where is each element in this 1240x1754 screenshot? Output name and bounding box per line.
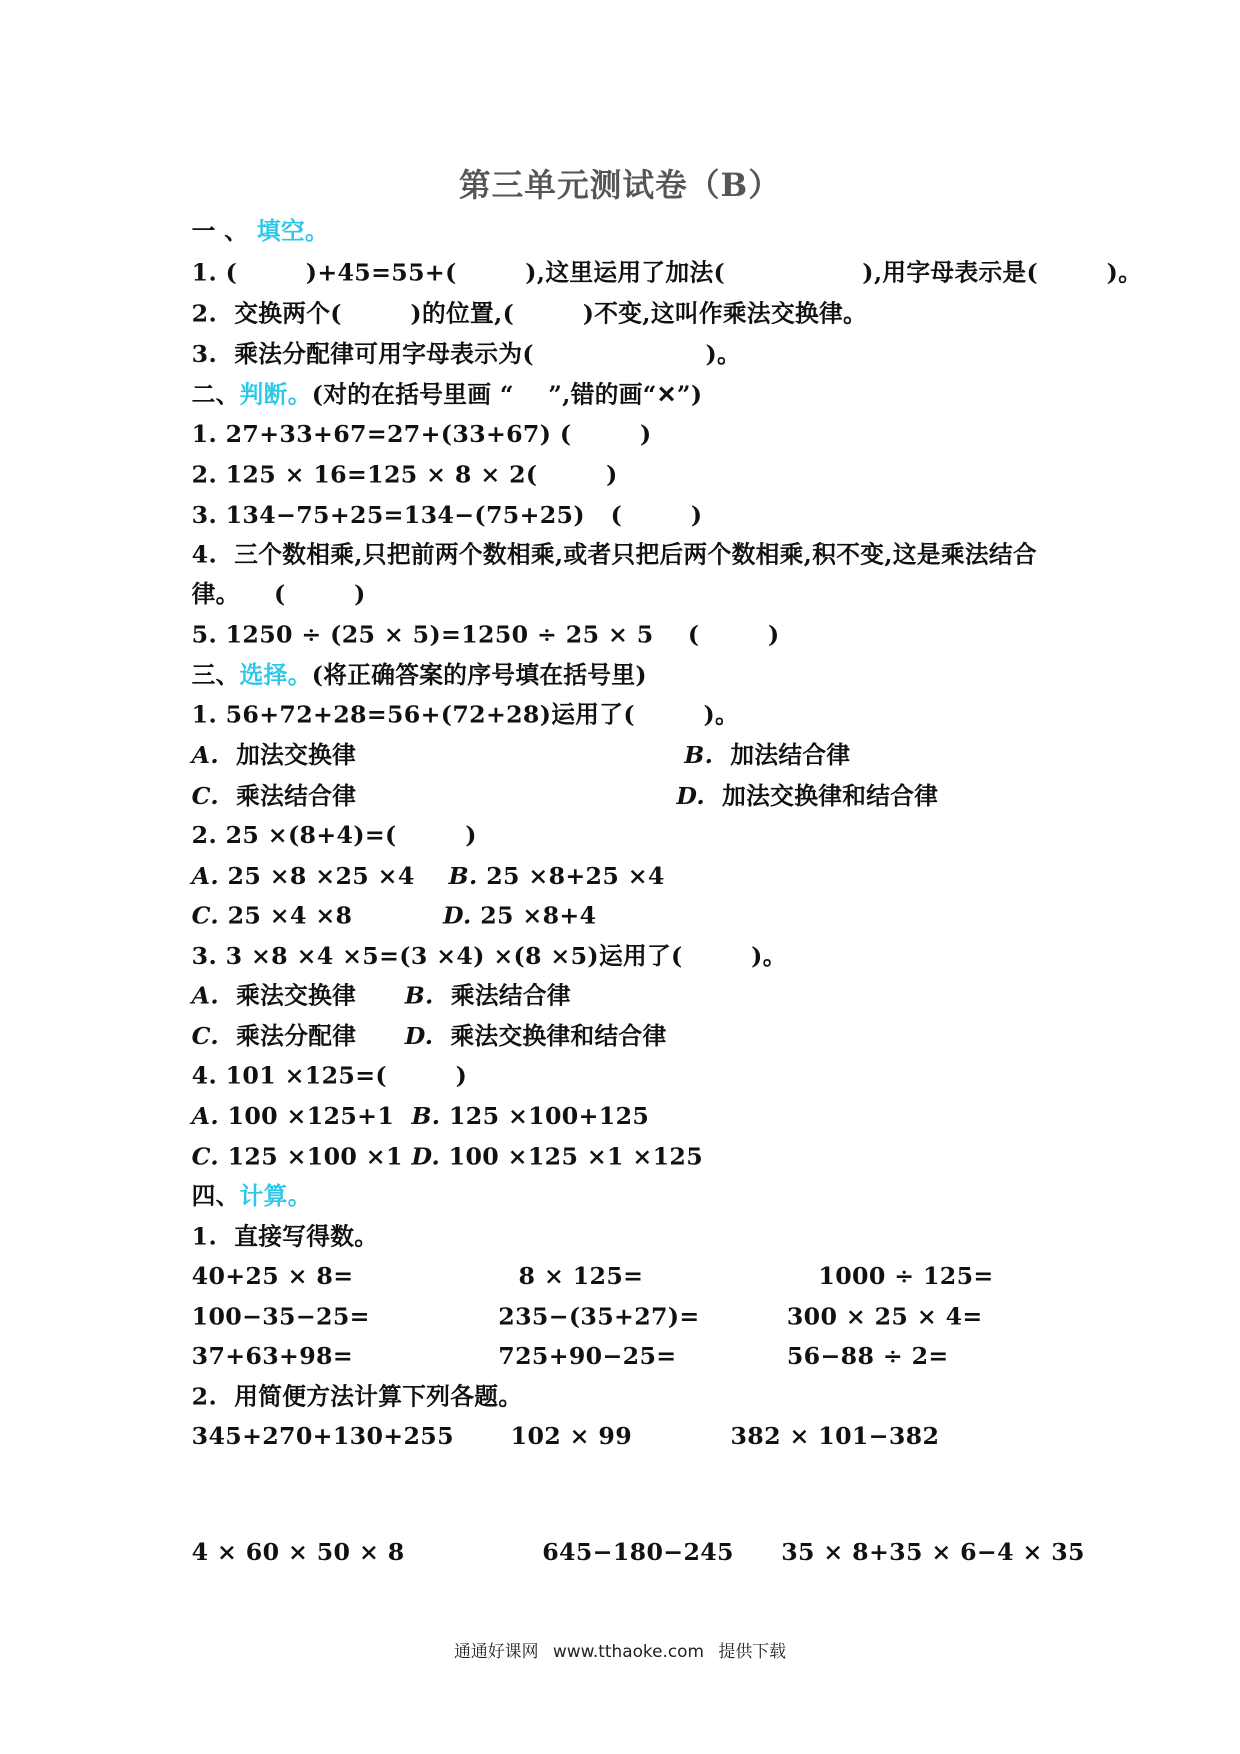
section1-prefix: 一 、 <box>191 216 249 245</box>
section2-prefix: 二、 <box>191 379 240 409</box>
section3-note: (将正确答案的序号填在括号里) <box>311 660 647 689</box>
direct-calc-item: 235−(35+27)= <box>498 1302 700 1331</box>
s3-q2-option-d: D. 25 ×8+4 <box>443 900 597 929</box>
s3-q4-option-a: A. 100 ×125+1 <box>191 1101 395 1130</box>
section1-name: 填空。 <box>256 216 329 245</box>
page-title: 第三单元测试卷（B） <box>458 166 782 205</box>
section3-prefix: 三、 <box>191 660 240 689</box>
s2-question-2: 2. 125 × 16=125 × 8 × 2( ) <box>191 459 618 489</box>
s3-q3-option-a: A. 乘法交换律 <box>191 980 357 1009</box>
s3-question-1: 1. 56+72+28=56+(72+28)运用了( )。 <box>191 700 740 729</box>
s2-question-4: 4. 三个数相乘,只把前两个数相乘,或者只把后两个数相乘,积不变,这是乘法结合 <box>191 539 1037 569</box>
direct-calc-item: 725+90−25= <box>498 1341 677 1370</box>
section4-heading <box>191 1181 312 1210</box>
s1-question-2: 2. 交换两个( )的位置,( )不变,这叫作乘法交换律。 <box>191 298 867 327</box>
direct-calc-item: 300 × 25 × 4= <box>786 1302 983 1331</box>
footer-note: 提供下载 <box>718 1641 787 1662</box>
simple-calc-item: 645−180−245 <box>542 1537 734 1566</box>
simple-calc-item: 102 × 99 <box>510 1421 633 1450</box>
page-footer <box>0 1639 1240 1663</box>
s3-q4-option-b: B. 125 ×100+125 <box>411 1101 650 1130</box>
s3-q1-option-a: A. 加法交换律 <box>191 740 357 769</box>
direct-calc-item: 40+25 × 8= <box>191 1261 354 1290</box>
s4-sub-2: 2. 用简便方法计算下列各题。 <box>191 1382 523 1411</box>
footer-url[interactable]: www.tthaoke.com <box>552 1641 705 1662</box>
direct-calc-item: 37+63+98= <box>191 1341 354 1370</box>
simple-calc-item: 4 × 60 × 50 × 8 <box>191 1537 405 1566</box>
section4-prefix: 四、 <box>191 1181 240 1210</box>
s2-question-5: 5. 1250 ÷ (25 × 5)=1250 ÷ 25 × 5 ( ) <box>191 620 780 649</box>
s3-q4-option-d: D. 100 ×125 ×1 ×125 <box>411 1141 704 1171</box>
s1-question-3: 3. 乘法分配律可用字母表示为( )。 <box>191 339 742 368</box>
s2-question-3: 3. 134−75+25=134−(75+25) ( ) <box>191 500 703 529</box>
section3-heading <box>191 660 647 689</box>
direct-calc-item: 100−35−25= <box>191 1302 370 1331</box>
simple-calc-item: 345+270+130+255 <box>191 1421 454 1450</box>
direct-calc-item: 56−88 ÷ 2= <box>786 1341 949 1370</box>
s3-q1-option-d: D. 加法交换律和结合律 <box>676 781 939 810</box>
s2-question-4-cont: 律。 ( ) <box>191 579 366 608</box>
direct-calc-item: 1000 ÷ 125= <box>818 1261 994 1290</box>
s3-q4-option-c: C. 125 ×100 ×1 <box>191 1141 403 1171</box>
s3-q3-option-d: D. 乘法交换律和结合律 <box>404 1021 667 1050</box>
s3-question-2: 2. 25 ×(8+4)=( ) <box>191 820 477 849</box>
s3-q3-option-b: B. 乘法结合律 <box>404 980 571 1009</box>
simple-calc-item: 35 × 8+35 × 6−4 × 35 <box>781 1537 1085 1566</box>
s4-sub-1: 1. 直接写得数。 <box>191 1221 379 1251</box>
s3-q2-option-b: B. 25 ×8+25 ×4 <box>448 861 665 890</box>
s1-question-1: 1. ( )+45=55+( ),这里运用了加法( ),用字母表示是( )。 <box>191 258 1143 287</box>
direct-calc-item: 8 × 125= <box>518 1261 644 1290</box>
s3-question-4: 4. 101 ×125=( ) <box>191 1060 468 1089</box>
s3-q1-option-c: C. 乘法结合律 <box>191 781 357 810</box>
s2-question-1: 1. 27+33+67=27+(33+67) ( ) <box>191 419 652 448</box>
s3-q3-option-c: C. 乘法分配律 <box>191 1021 357 1050</box>
s3-q2-option-a: A. 25 ×8 ×25 ×4 <box>191 861 415 890</box>
section3-name: 选择。 <box>239 660 312 689</box>
s3-q2-option-c: C. 25 ×4 ×8 <box>191 900 353 929</box>
section2-heading <box>191 379 703 409</box>
s3-q1-option-b: B. 加法结合律 <box>684 740 851 769</box>
simple-calc-item: 382 × 101−382 <box>730 1421 940 1450</box>
s3-question-3: 3. 3 ×8 ×4 ×5=(3 ×4) ×(8 ×5)运用了( )。 <box>191 941 787 970</box>
section2-note: (对的在括号里画 “ ”,错的画“✕”) <box>311 379 703 409</box>
section1-heading <box>191 216 329 245</box>
section4-name: 计算。 <box>239 1181 312 1210</box>
footer-site: 通通好课网 <box>453 1641 539 1662</box>
section2-name: 判断。 <box>239 379 312 409</box>
